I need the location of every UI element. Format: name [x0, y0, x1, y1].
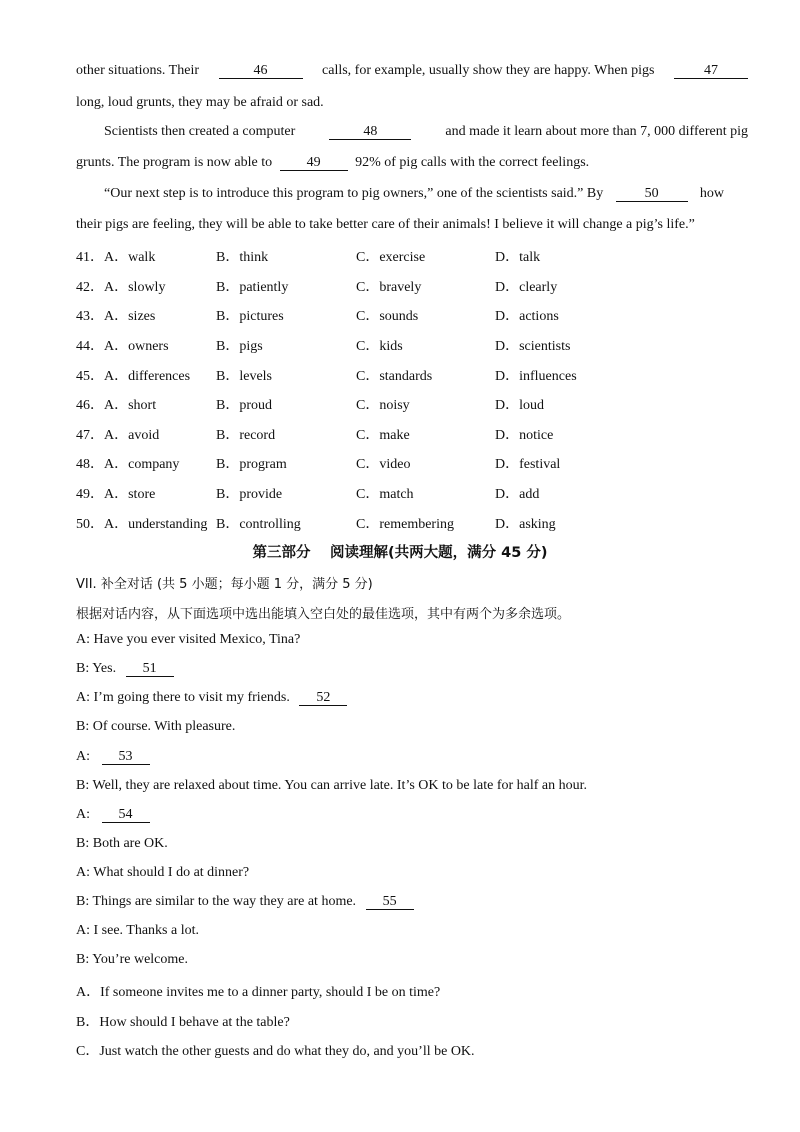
section-heading: 第三部分 阅读理解(共两大题，满分 45 分) [252, 545, 548, 561]
option-b: B．controlling [216, 517, 301, 532]
dialogue-line: A: What should I do at dinner? [76, 865, 250, 880]
dialogue-line: A: Have you ever visited Mexico, Tina? [76, 632, 301, 647]
option-c: C．match [356, 487, 414, 502]
dialogue-line [76, 661, 174, 677]
question-number: 43． [76, 309, 104, 324]
passage-text: calls, for example, usually show they are happy. When pigs [322, 63, 655, 78]
option-a: A．walk [104, 250, 156, 265]
dialogue-line [76, 690, 347, 706]
option-b: B．levels [216, 369, 272, 384]
option-c: C．remembering [356, 517, 454, 532]
question-number: 50． [76, 517, 104, 532]
option-b: B．think [216, 250, 269, 265]
section-instructions: 根据对话内容，从下面选项中选出能填入空白处的最佳选项，其中有两个为多余选项。 [76, 607, 571, 622]
answer-option-c: C．Just watch the other guests and do what they do, and you’ll be OK. [76, 1044, 475, 1059]
dialogue-text: B: Yes. [76, 661, 117, 676]
option-a: A．owners [104, 339, 169, 354]
option-c: C．bravely [356, 280, 422, 295]
option-a: A．understanding [104, 517, 208, 532]
blank-54: 54 [102, 808, 150, 823]
option-a: A．avoid [104, 428, 160, 443]
option-b: B．pigs [216, 339, 263, 354]
question-number: 46． [76, 398, 104, 413]
option-d: D．clearly [495, 280, 558, 295]
option-a: A．short [104, 398, 157, 413]
option-b: B．program [216, 457, 287, 472]
option-c: C．make [356, 428, 410, 443]
option-c: C．kids [356, 339, 403, 354]
passage-line-2: long, loud grunts, they may be afraid or sad. [76, 95, 324, 110]
blank-49: 49 [280, 156, 348, 171]
option-b: B．proud [216, 398, 272, 413]
passage-line-1 [76, 63, 748, 79]
option-d: D．loud [495, 398, 544, 413]
option-c: C．standards [356, 369, 433, 384]
section-title: VII. 补全对话 (共 5 小题；每小题 1 分，满分 5 分) [76, 577, 373, 592]
option-d: D．add [495, 487, 540, 502]
dialogue-text: A: I’m going there to visit my friends. [76, 690, 290, 705]
dialogue-line [76, 749, 150, 765]
blank-51: 51 [126, 662, 174, 677]
option-b: B．record [216, 428, 276, 443]
option-c: C．sounds [356, 309, 419, 324]
option-d: D．asking [495, 517, 556, 532]
option-c: C．exercise [356, 250, 426, 265]
option-a: A．differences [104, 369, 191, 384]
question-number: 45． [76, 369, 104, 384]
dialogue-line [76, 807, 150, 823]
blank-55: 55 [366, 895, 414, 910]
blank-47: 47 [674, 64, 748, 79]
blank-53: 53 [102, 750, 150, 765]
question-number: 41． [76, 250, 104, 265]
option-a: A．company [104, 457, 180, 472]
dialogue-line: B: Of course. With pleasure. [76, 719, 236, 734]
passage-line-3 [104, 124, 748, 140]
question-number: 49． [76, 487, 104, 502]
blank-46: 46 [219, 64, 303, 79]
blank-48: 48 [329, 125, 411, 140]
question-number: 48． [76, 457, 104, 472]
question-number: 44． [76, 339, 104, 354]
passage-line-6: their pigs are feeling, they will be able to take better care of their animals! I believe it will change a pig’s life.” [76, 217, 695, 232]
option-d: D．festival [495, 457, 561, 472]
option-b: B．pictures [216, 309, 284, 324]
question-number: 47． [76, 428, 104, 443]
passage-text: 92% of pig calls with the correct feelings. [355, 155, 590, 170]
question-number: 42． [76, 280, 104, 295]
dialogue-line: B: Well, they are relaxed about time. You can arrive late. It’s OK to be late for half an hour. [76, 778, 588, 793]
dialogue-line [76, 894, 414, 910]
passage-line-4 [76, 155, 589, 171]
dialogue-text: B: Things are similar to the way they are at home. [76, 894, 357, 909]
option-d: D．talk [495, 250, 541, 265]
dialogue-line: B: You’re welcome. [76, 952, 188, 967]
option-d: D．actions [495, 309, 559, 324]
option-d: D．notice [495, 428, 554, 443]
passage-line-5 [104, 186, 724, 202]
passage-text: and made it learn about more than 7, 000 different pig [445, 124, 748, 139]
passage-text: grunts. The program is now able to [76, 155, 273, 170]
passage-text: other situations. Their [76, 63, 199, 78]
option-b: B．provide [216, 487, 283, 502]
option-d: D．influences [495, 369, 577, 384]
option-d: D．scientists [495, 339, 571, 354]
option-c: C．video [356, 457, 411, 472]
dialogue-line: B: Both are OK. [76, 836, 168, 851]
option-c: C．noisy [356, 398, 410, 413]
passage-text: “Our next step is to introduce this program to pig owners,” one of the scientists said.” By [104, 186, 604, 201]
option-b: B．patiently [216, 280, 289, 295]
blank-50: 50 [616, 187, 688, 202]
dialogue-text: A: [76, 807, 90, 822]
blank-52: 52 [299, 691, 347, 706]
option-a: A．store [104, 487, 156, 502]
dialogue-line: A: I see. Thanks a lot. [76, 923, 199, 938]
passage-text: how [699, 186, 724, 201]
answer-option-a: A．If someone invites me to a dinner party, should I be on time? [76, 985, 441, 1000]
option-a: A．sizes [104, 309, 156, 324]
answer-option-b: B．How should I behave at the table? [76, 1015, 290, 1030]
passage-text: Scientists then created a computer [104, 124, 296, 139]
option-a: A．slowly [104, 280, 166, 295]
dialogue-text: A: [76, 749, 90, 764]
